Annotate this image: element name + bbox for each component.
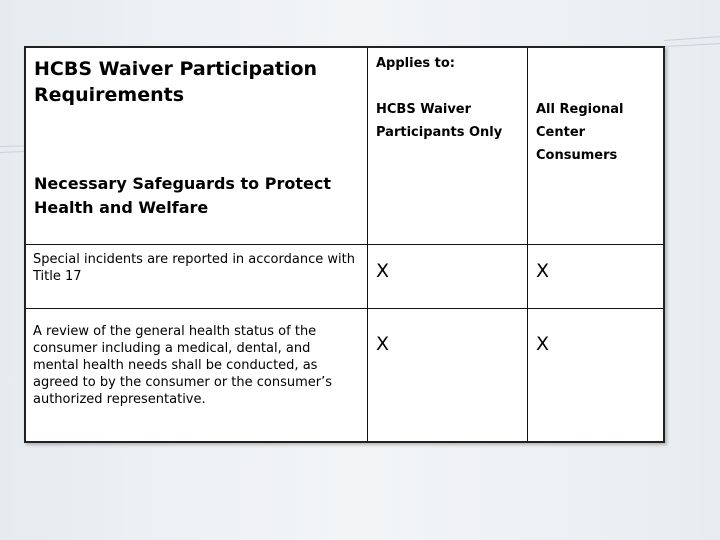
row-divider bbox=[26, 244, 663, 245]
background-line bbox=[664, 43, 720, 47]
requirements-table bbox=[24, 46, 665, 443]
check-mark-waiver-only: X bbox=[376, 333, 390, 355]
table-title: HCBS Waiver Participation Requirements bbox=[34, 58, 318, 106]
column-header-waiver-only: HCBS Waiver Participants Only bbox=[376, 102, 503, 140]
requirement-special-incidents: Special incidents are reported in accordance with Title 17 bbox=[33, 252, 355, 284]
check-mark-all-consumers: X bbox=[536, 260, 550, 282]
check-mark-all-consumers: X bbox=[536, 333, 550, 355]
check-mark-waiver-only: X bbox=[376, 260, 390, 282]
section-heading: Necessary Safeguards to Protect Health and Welfare bbox=[34, 174, 331, 217]
row-divider bbox=[26, 308, 663, 309]
applies-to-label: Applies to: bbox=[376, 56, 456, 71]
column-header-all-consumers: All Regional Center Consumers bbox=[536, 102, 624, 163]
requirement-health-review: A review of the general health status of the consumer including a medical, dental, and mental health needs shall be conducted, as agreed to by the consumer or the consumer’s authorized representative. bbox=[33, 324, 333, 407]
background-line bbox=[664, 36, 720, 41]
